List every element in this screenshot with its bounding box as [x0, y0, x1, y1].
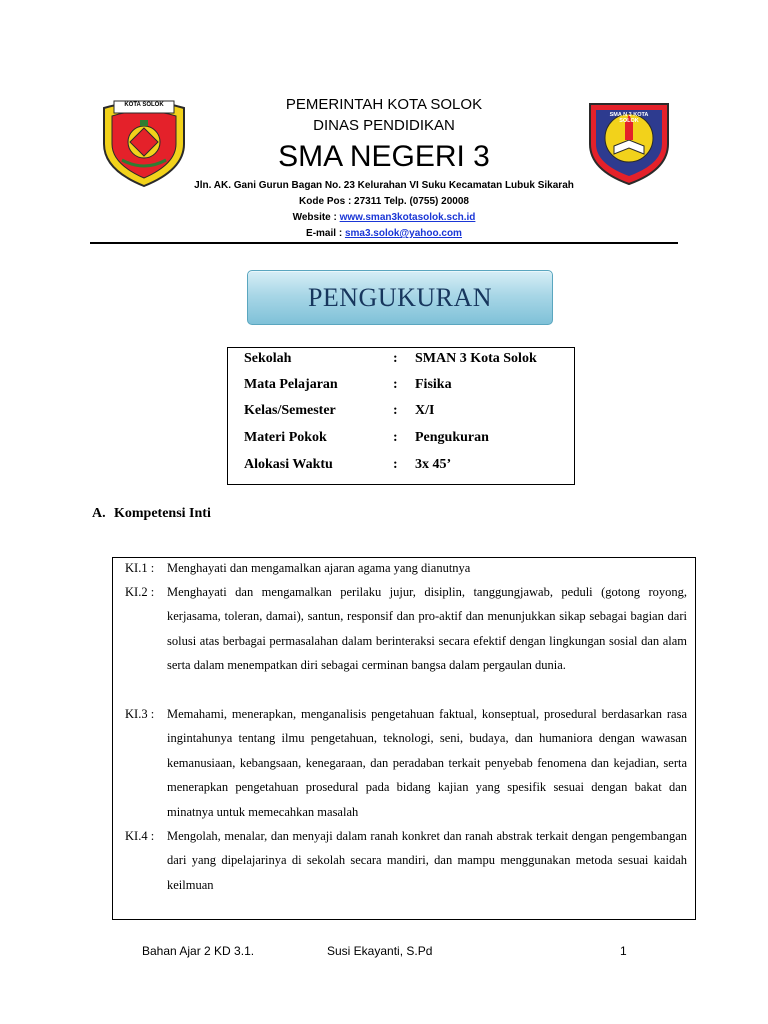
right-logo-text: SMA N 3 KOTA SOLOK	[609, 112, 649, 124]
identity-value: 3x 45’	[415, 457, 452, 472]
identity-colon: :	[393, 351, 398, 366]
footer-page-number: 1	[620, 944, 627, 958]
school-name: SMA NEGERI 3	[278, 140, 490, 173]
document-title: PENGUKURAN	[247, 270, 553, 325]
footer-material: Bahan Ajar 2 KD 3.1.	[142, 944, 255, 958]
government-heading: PEMERINTAH KOTA SOLOK	[285, 96, 483, 113]
identity-table	[227, 347, 575, 485]
identity-colon: :	[393, 377, 398, 392]
school-address: Jln. AK. Gani Gurun Bagan No. 23 Kelurahan VI Suku Kecamatan Lubuk Sikarah	[194, 180, 574, 191]
section-number: A.	[92, 506, 106, 521]
department-heading: DINAS PENDIDIKAN	[313, 117, 455, 134]
ki-code: KI.3 :	[125, 707, 155, 721]
email-line	[0, 228, 768, 239]
identity-label: Alokasi Waktu	[244, 457, 333, 472]
letterhead-divider	[90, 242, 678, 244]
website-link[interactable]: www.sman3kotasolok.sch.id	[339, 212, 476, 223]
identity-colon: :	[393, 430, 398, 445]
website-label: Website :	[292, 212, 340, 223]
ki-text: Memahami, menerapkan, menganalisis pengetahuan faktual, konseptual, prosedural berdasarkan rasa ingintahunya tentang ilmu pengetahuan, teknologi, seni, budaya, dan humaniora dengan wawasan kemanusiaan, kebangsaan, kenegaraan, dan peradaban terkait penyebab fenomena dan kejadian, serta menerapkan pengetahuan prosedural pada bidang kajian yang spesifik sesuai dengan bakat dan minatnya untuk memecahkan masalah	[167, 707, 687, 819]
ki-text: Menghayati dan mengamalkan perilaku jujur, disiplin, tanggungjawab, peduli (gotong royong, kerjasama, toleran, damai), santun, responsif dan pro-aktif dan menunjukkan sikap sebagai bagian dari solusi atas berbagai permasalahan dalam berinteraksi secara efektif dengan lingkungan sosial dan alam serta dalam menempatkan diri sebagai cerminan bangsa dalam pergaulan dunia.	[167, 585, 687, 673]
identity-label: Sekolah	[244, 351, 292, 366]
postal-phone: Kode Pos : 27311 Telp. (0755) 20008	[299, 196, 469, 207]
ki-code: KI.1 :	[125, 561, 155, 575]
ki-code: KI.4 :	[125, 829, 155, 843]
website-line	[0, 212, 768, 223]
email-label: E-mail :	[306, 228, 345, 239]
identity-label: Materi Pokok	[244, 430, 327, 445]
ki-text: Mengolah, menalar, dan menyaji dalam ranah konkret dan ranah abstrak terkait dengan pengembangan dari yang dipelajarinya di sekolah secara mandiri, dan mampu menggunakan metoda sesuai kaidah keilmuan	[167, 829, 687, 892]
footer-author: Susi Ekayanti, S.Pd	[327, 944, 433, 958]
section-title: Kompetensi Inti	[114, 506, 211, 521]
email-link[interactable]: sma3.solok@yahoo.com	[344, 228, 462, 239]
identity-colon: :	[393, 457, 398, 472]
identity-label: Kelas/Semester	[244, 403, 336, 418]
ki-text: Menghayati dan mengamalkan ajaran agama yang dianutnya	[167, 561, 471, 575]
identity-value: Pengukuran	[415, 430, 489, 445]
identity-value: Fisika	[415, 377, 452, 392]
ki-code: KI.2 :	[125, 585, 155, 599]
left-logo-text: KOTA SOLOK	[124, 102, 164, 108]
identity-value: SMAN 3 Kota Solok	[415, 351, 537, 366]
kompetensi-inti-box	[112, 557, 696, 920]
identity-label: Mata Pelajaran	[244, 377, 338, 392]
identity-value: X/I	[415, 403, 435, 418]
identity-colon: :	[393, 403, 398, 418]
section-heading	[92, 506, 211, 522]
